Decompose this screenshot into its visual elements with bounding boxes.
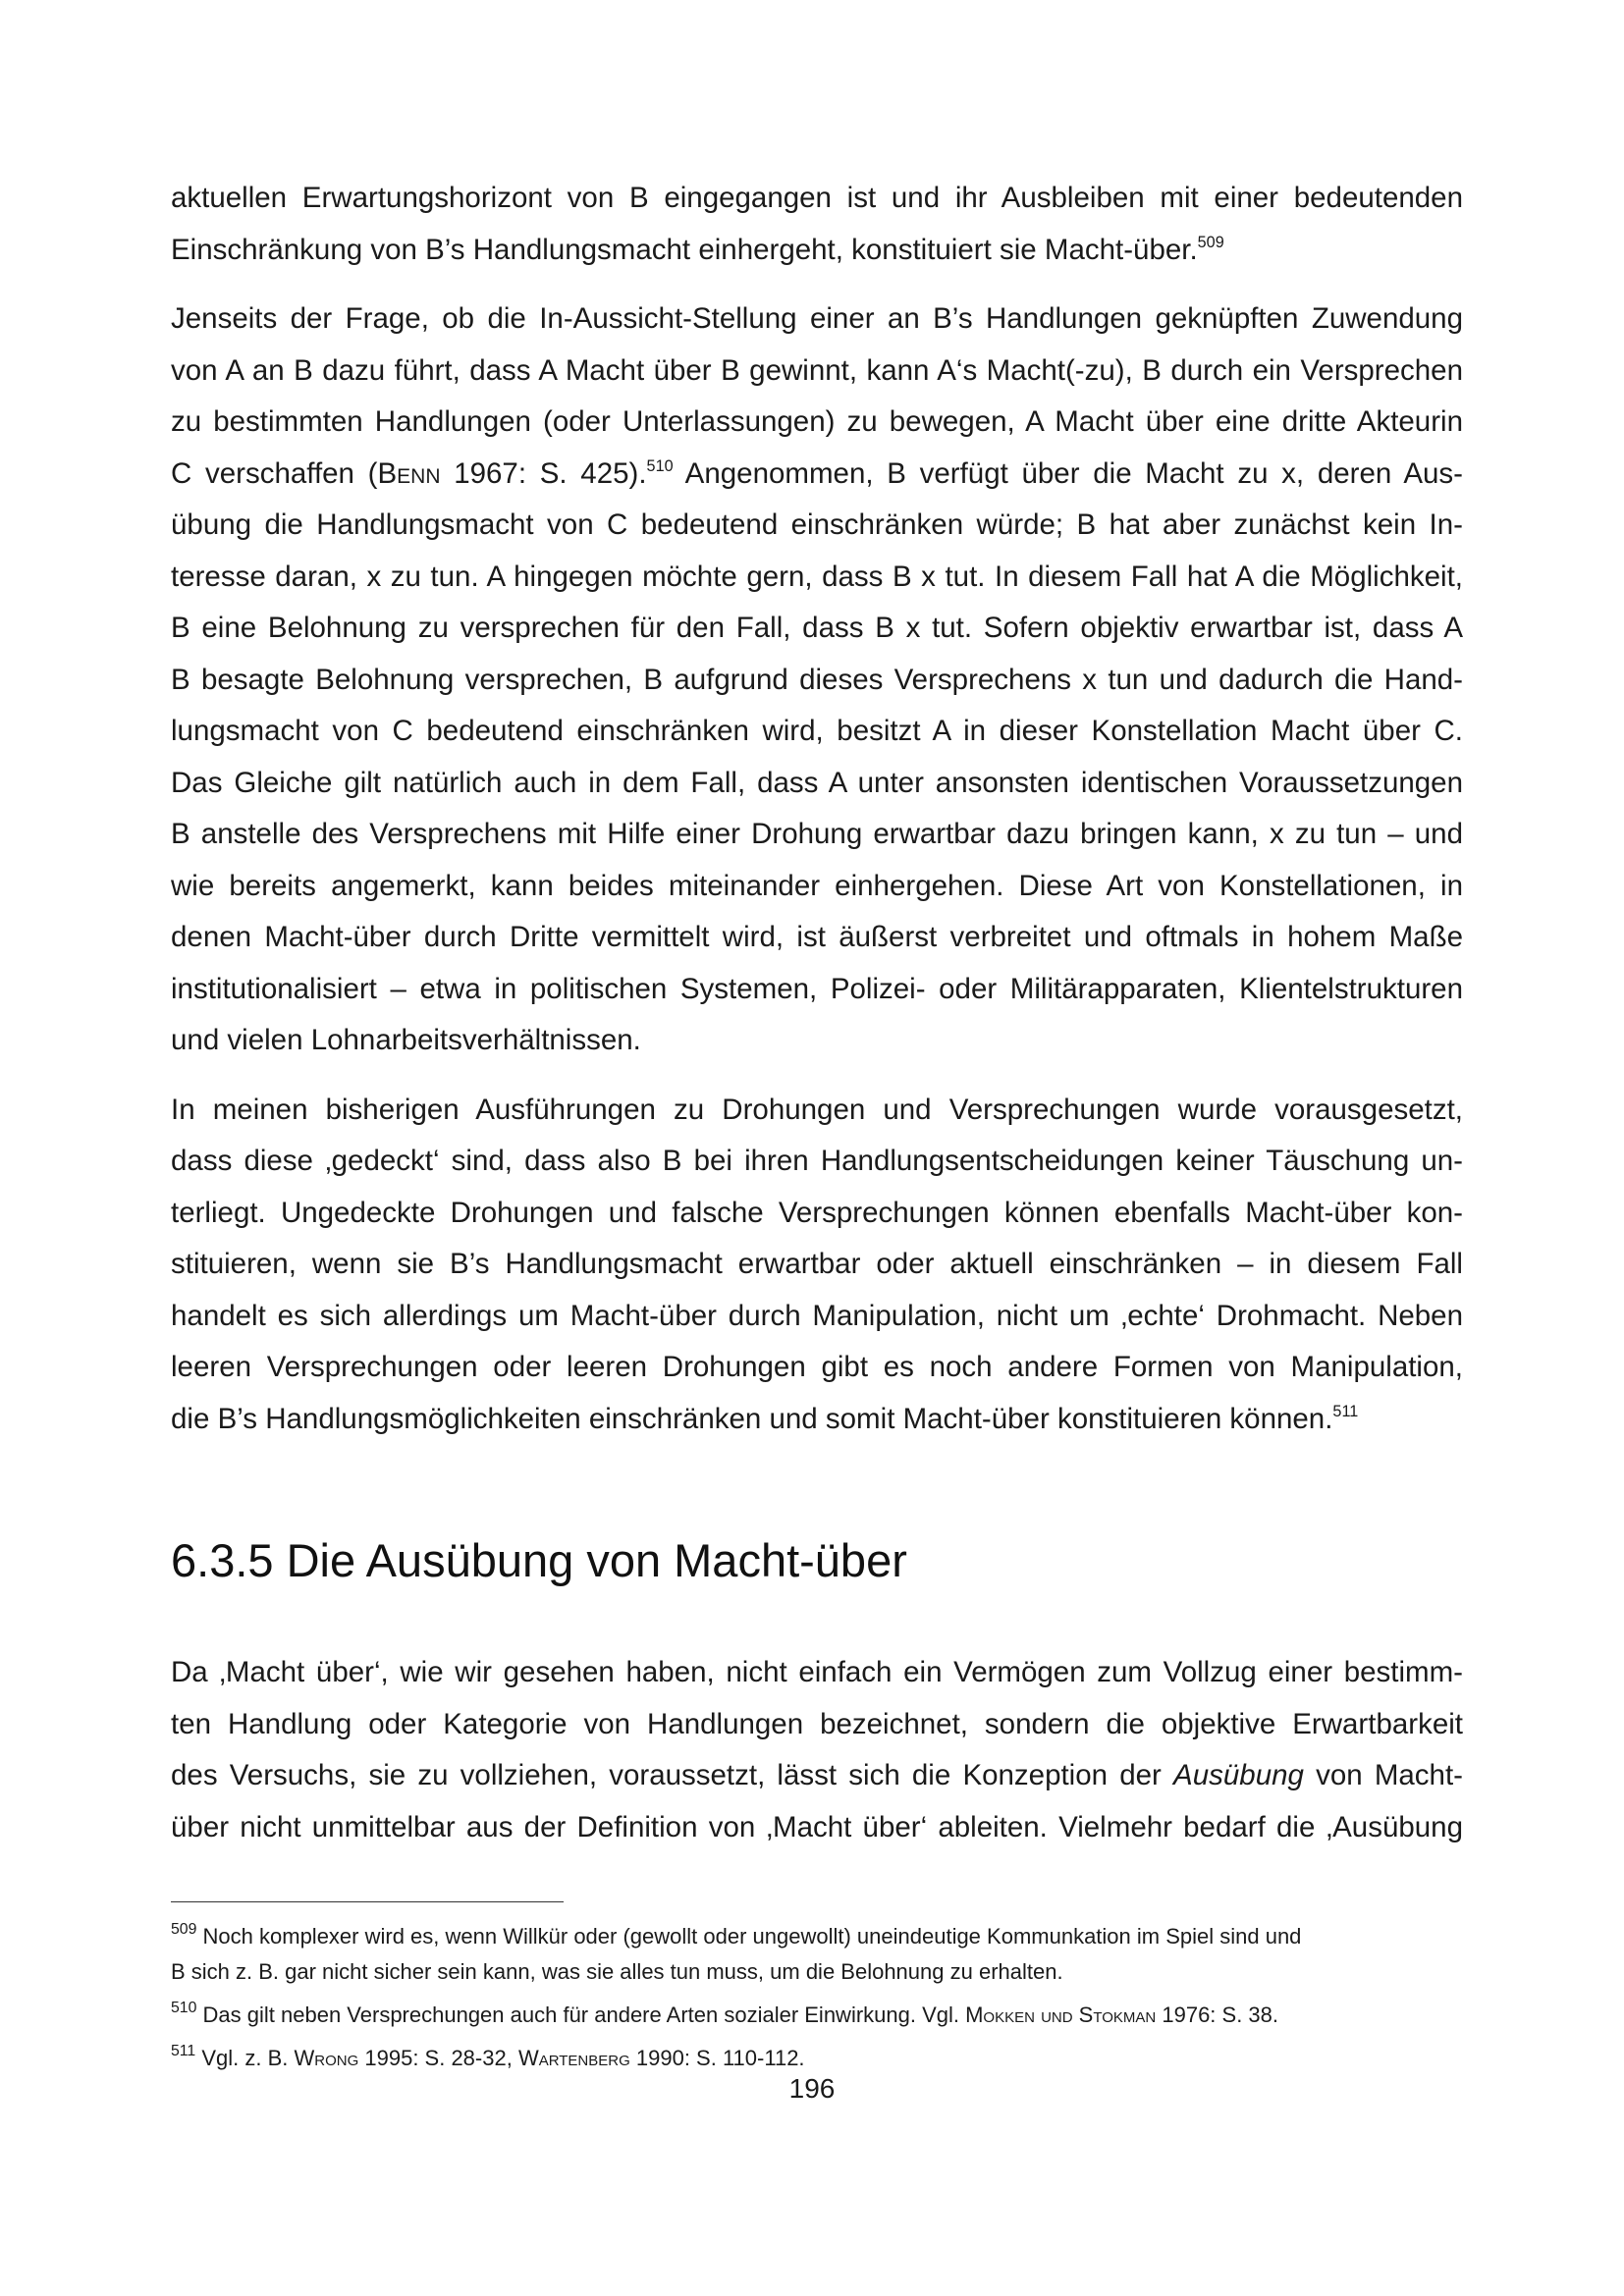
text-line <box>171 225 1463 277</box>
text-line: wie bereits angemerkt, kann beides miteinander einhergehen. Diese Art von Konstellationen, in <box>171 869 1463 902</box>
footnote-separator <box>171 1901 564 1902</box>
footnote-line <box>171 2041 1463 2076</box>
footnote-text: Vgl. z. B. <box>195 2046 295 2070</box>
text-line: von A an B dazu führt, dass A Macht über B gewinnt, kann A‘s Macht(-zu), B durch ein Versprechen <box>171 353 1463 387</box>
emphasis: Ausübung <box>1173 1759 1304 1791</box>
footnote-ref-509[interactable]: 509 <box>1197 233 1224 251</box>
footnote-509 <box>171 1919 1463 1990</box>
author-name: Wrong <box>294 2046 359 2070</box>
text-line: In meinen bisherigen Ausführungen zu Drohungen und Versprechungen wurde vorausgesetzt, <box>171 1093 1463 1126</box>
text-line: lungsmacht von C bedeutend einschränken wird, besitzt A in dieser Konstellation Macht über C. <box>171 715 1463 747</box>
footnote-text: Noch komplexer wird es, wenn Willkür oder (gewollt oder ungewollt) uneindeutige Kommunkation im Spiel sind und <box>196 1924 1302 1949</box>
footnote-number: 509 <box>171 1921 197 1939</box>
paragraph-2 <box>171 294 1463 1067</box>
footnote-511 <box>171 2041 1463 2076</box>
footnote-line <box>171 1919 1463 1954</box>
text-line: dass diese ‚gedeckt‘ sind, dass also B bei ihren Handlungsentscheidungen keiner Täuschung un- <box>171 1145 1463 1177</box>
text-line: Da ‚Macht über‘, wie wir gesehen haben, nicht einfach ein Vermögen zum Vollzug einer bestimm- <box>171 1656 1463 1688</box>
footnote-text: 1990: S. 110-112. <box>629 2046 805 2070</box>
footnotes <box>171 1919 1463 2084</box>
paragraph-3 <box>171 1085 1463 1446</box>
text-line: aktuellen Erwartungshorizont von B eingegangen ist und ihr Ausbleiben mit einer bedeutenden <box>171 182 1463 214</box>
text-line: leeren Versprechungen oder leeren Drohungen gibt es noch andere Formen von Manipulation, <box>171 1351 1463 1383</box>
footnote-ref-511[interactable]: 511 <box>1332 1402 1359 1420</box>
text-line: Jenseits der Frage, ob die In-Aussicht-Stellung einer an B’s Handlungen geknüpften Zuwendung <box>171 302 1463 335</box>
text-segment: C verschaffen ( <box>171 456 378 490</box>
text-segment: die B’s Handlungsmöglichkeiten einschränken und somit Macht-über konstituieren können. <box>171 1402 1333 1435</box>
author-name: Benn <box>377 456 441 490</box>
footnote-number: 511 <box>171 2043 196 2060</box>
footnote-line <box>171 1998 1463 2033</box>
text-segment: 1967: S. 425). <box>440 456 647 490</box>
text-line <box>171 449 1463 501</box>
text-line: terliegt. Ungedeckte Drohungen und falsche Versprechungen können ebenfalls Macht-über kon- <box>171 1196 1463 1229</box>
text-line: über nicht unmittelbar aus der Definition von ‚Macht über‘ ableiten. Vielmehr bedarf die ‚Ausübung <box>171 1810 1463 1843</box>
text-line: B anstelle des Versprechens mit Hilfe einer Drohung erwartbar dazu bringen kann, x zu tun – und <box>171 818 1463 850</box>
paragraph-4 <box>171 1647 1463 1853</box>
text-line: institutionalisiert – etwa in politischen Systemen, Polizei- oder Militärapparaten, Klientelstrukturen <box>171 972 1463 1005</box>
text-line <box>171 1750 1463 1802</box>
footnote-number: 510 <box>171 2000 197 2017</box>
text-line: ten Handlung oder Kategorie von Handlungen bezeichnet, sondern die objektive Erwartbarkeit <box>171 1707 1463 1740</box>
text-line: Das Gleiche gilt natürlich auch in dem Fall, dass A unter ansonsten identischen Voraussetzungen <box>171 766 1463 799</box>
author-name: Wartenberg <box>517 2046 630 2070</box>
text-line: teresse daran, x zu tun. A hingegen möchte gern, dass B x tut. In diesem Fall hat A die Möglichkeit, <box>171 560 1463 593</box>
footnote-text: 1995: S. 28-32, <box>358 2046 518 2070</box>
text-line: zu bestimmten Handlungen (oder Unterlassungen) zu bewegen, A Macht über eine dritte Akteurin <box>171 405 1463 438</box>
footnote-text: Das gilt neben Versprechungen auch für andere Arten sozialer Einwirkung. Vgl. <box>196 2002 966 2027</box>
footnote-510 <box>171 1998 1463 2033</box>
text-line: stituieren, wenn sie B’s Handlungsmacht erwartbar oder aktuell einschränken – in diesem Fall <box>171 1248 1463 1280</box>
text-segment: des Versuchs, sie zu vollziehen, voraussetzt, lässt sich die Konzeption der <box>171 1759 1174 1791</box>
footnote-line: B sich z. B. gar nicht sicher sein kann, was sie alles tun muss, um die Belohnung zu erhalten. <box>171 1959 1063 1984</box>
footnote-text: 1976: S. 38. <box>1156 2002 1279 2027</box>
paragraph-1 <box>171 173 1463 276</box>
text-line: übung die Handlungsmacht von C bedeutend einschränken würde; B hat aber zunächst kein In- <box>171 508 1463 541</box>
text-line: handelt es sich allerdings um Macht-über durch Manipulation, nicht um ‚echte‘ Drohmacht. Neben <box>171 1299 1463 1332</box>
page-number: 196 <box>788 2073 836 2104</box>
text-line: denen Macht-über durch Dritte vermittelt wird, ist äußerst verbreitet und oftmals in hohem Maße <box>171 921 1463 953</box>
text-segment: Angenommen, B verfügt über die Macht zu x, deren Aus- <box>673 456 1463 490</box>
text-segment: Einschränkung von B’s Handlungsmacht einhergeht, konstituiert sie Macht-über. <box>171 233 1198 266</box>
page-body <box>171 173 1463 1871</box>
text-segment: von Macht- <box>1303 1759 1463 1791</box>
text-line: B eine Belohnung zu versprechen für den Fall, dass B x tut. Sofern objektiv erwartbar ist, dass A <box>171 612 1463 644</box>
text-line <box>171 1394 1463 1446</box>
footnote-ref-510[interactable]: 510 <box>646 456 674 475</box>
text-line: und vielen Lohnarbeitsverhältnissen. <box>171 1024 641 1056</box>
author-name: Mokken und Stokman <box>965 2002 1157 2027</box>
section-heading: 6.3.5 Die Ausübung von Macht-über <box>171 1534 907 1586</box>
text-line: B besagte Belohnung versprechen, B aufgrund dieses Versprechens x tun und dadurch die Hand- <box>171 663 1463 696</box>
